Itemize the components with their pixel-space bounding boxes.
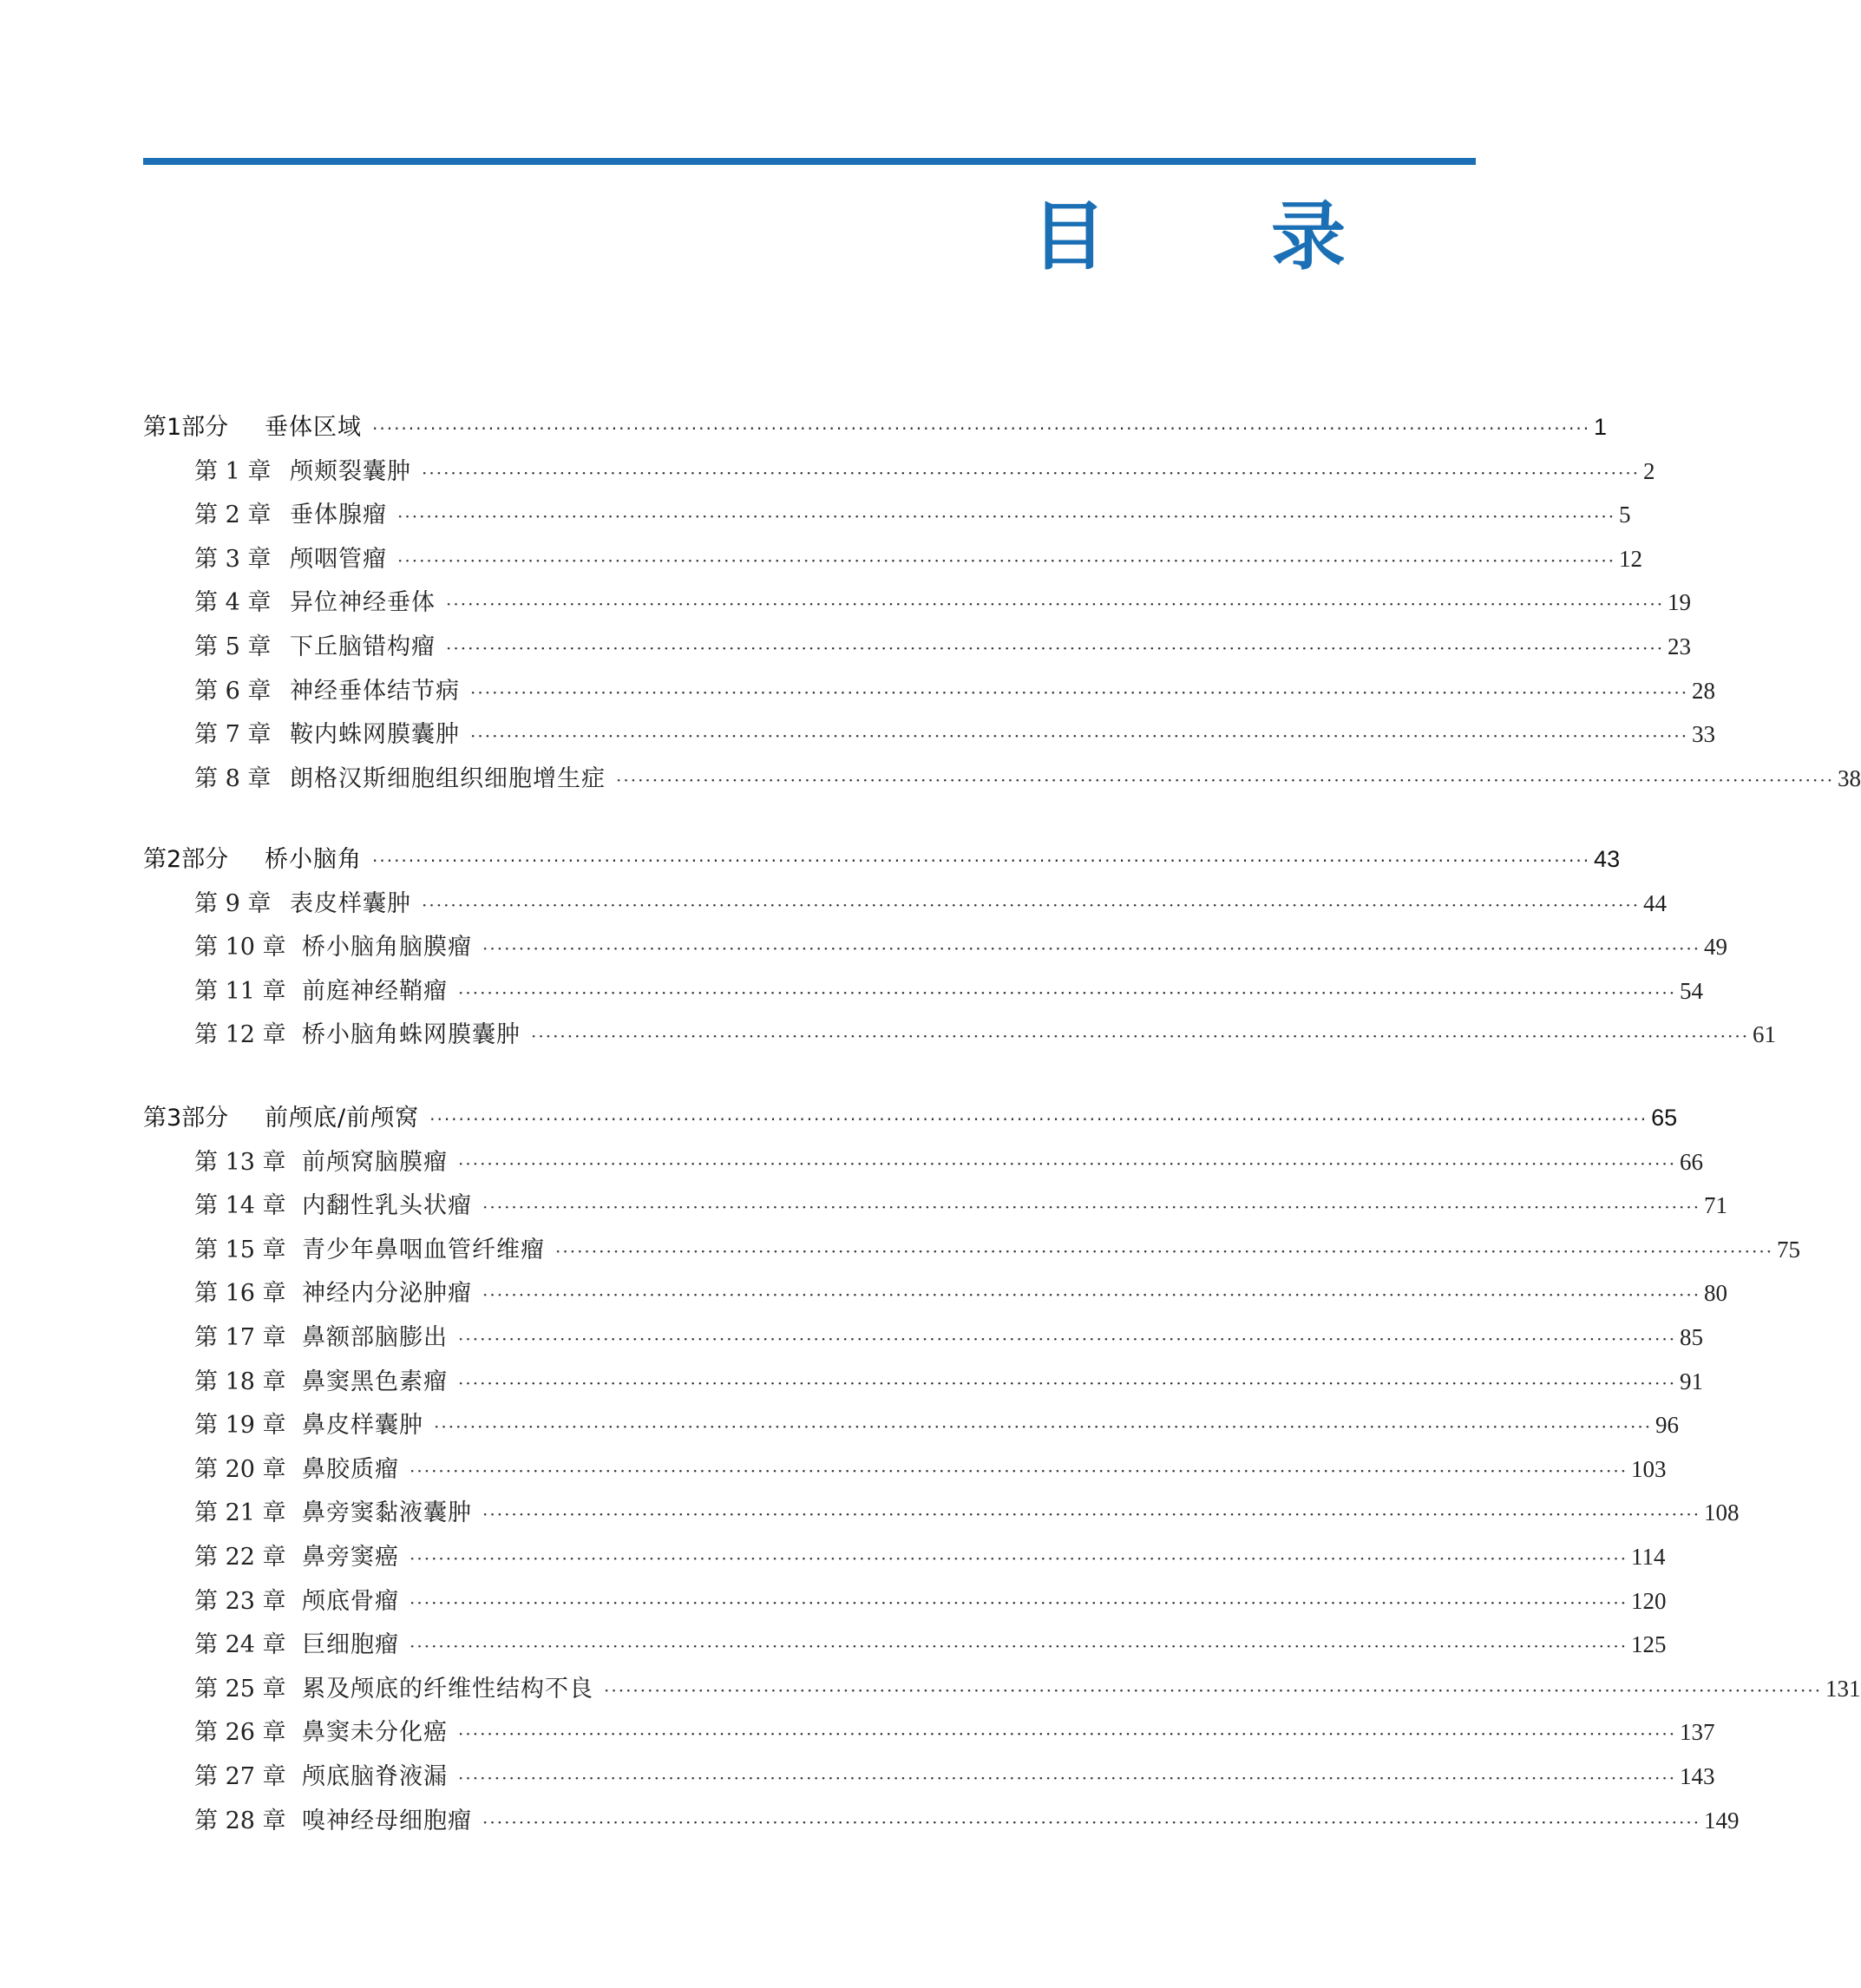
chapter-title: 前颅窝脑膜瘤 <box>302 1148 448 1176</box>
dot-leader: ········································································································································································ <box>422 894 1641 915</box>
chapter-number: 第 7 章 <box>194 721 272 749</box>
toc-part-entry[interactable] <box>143 840 1621 874</box>
page-number: 114 <box>1631 1544 1666 1570</box>
chapter-number: 第 6 章 <box>194 677 272 705</box>
toc-chapter-entry[interactable] <box>194 452 1655 486</box>
chapter-number: 第 15 章 <box>194 1236 286 1263</box>
part-title: 前颅底/前颅窝 <box>265 1105 420 1132</box>
chapter-title: 颅颊裂囊肿 <box>290 457 411 485</box>
page-number: 125 <box>1631 1631 1667 1658</box>
page-number: 1 <box>1594 414 1608 440</box>
page-number: 96 <box>1655 1412 1680 1439</box>
part-number: 第1部分 <box>143 414 229 441</box>
page-number: 75 <box>1777 1236 1801 1263</box>
toc-chapter-entry[interactable] <box>194 1670 1861 1703</box>
chapter-number: 第 16 章 <box>194 1280 286 1308</box>
page-number: 149 <box>1704 1807 1740 1834</box>
toc-chapter-entry[interactable] <box>194 972 1704 1006</box>
chapter-title: 神经内分泌肿瘤 <box>302 1280 472 1308</box>
chapter-title: 桥小脑角脑膜瘤 <box>302 934 472 961</box>
dot-leader: ········································································································································································ <box>410 1591 1628 1613</box>
toc-chapter-entry[interactable] <box>194 1538 1666 1571</box>
chapter-title: 累及颅底的纤维性结构不良 <box>302 1675 593 1703</box>
chapter-number: 第 2 章 <box>194 502 272 529</box>
chapter-number: 第 5 章 <box>194 633 272 660</box>
page-number: 19 <box>1668 589 1692 616</box>
dot-leader: ········································································································································································ <box>372 418 1591 439</box>
chapter-number: 第 9 章 <box>194 889 272 917</box>
dot-leader: ········································································································································································ <box>470 681 1689 703</box>
part-number: 第2部分 <box>143 846 229 873</box>
top-rule <box>143 158 1476 165</box>
toc-chapter-entry[interactable] <box>194 1143 1704 1177</box>
page-number: 23 <box>1668 633 1692 659</box>
chapter-number: 第 28 章 <box>194 1807 286 1834</box>
toc-chapter-entry[interactable] <box>194 540 1643 574</box>
page-number: 137 <box>1680 1719 1715 1746</box>
page-number: 143 <box>1680 1763 1715 1789</box>
chapter-title: 鼻胶质瘤 <box>302 1455 399 1483</box>
chapter-number: 第 18 章 <box>194 1368 286 1395</box>
page-number: 28 <box>1692 677 1716 704</box>
page-number: 91 <box>1680 1368 1704 1394</box>
chapter-title: 表皮样囊肿 <box>290 889 411 917</box>
chapter-number: 第 26 章 <box>194 1719 286 1747</box>
page-number: 43 <box>1594 846 1621 872</box>
dot-leader: ········································································································································································ <box>616 769 1835 791</box>
dot-leader: ········································································································································································ <box>531 1026 1750 1047</box>
page-number: 5 <box>1619 502 1631 528</box>
chapter-title: 鼻窦黑色素瘤 <box>302 1368 448 1395</box>
page-number: 71 <box>1704 1192 1728 1219</box>
chapter-title: 异位神经垂体 <box>290 589 436 617</box>
toc-chapter-entry[interactable] <box>194 1406 1680 1440</box>
dot-leader: ········································································································································································ <box>604 1679 1823 1701</box>
chapter-number: 第 12 章 <box>194 1021 286 1049</box>
dot-leader: ········································································································································································ <box>429 1109 1648 1130</box>
chapter-title: 巨细胞瘤 <box>302 1631 399 1659</box>
chapter-title: 鼻旁窦黏液囊肿 <box>302 1499 472 1527</box>
chapter-title: 朗格汉斯细胞组织细胞增生症 <box>290 764 606 792</box>
page-number: 33 <box>1692 721 1716 748</box>
dot-leader: ········································································································································································ <box>482 938 1701 960</box>
page-number: 44 <box>1643 889 1668 916</box>
dot-leader: ········································································································································································ <box>458 981 1677 1003</box>
toc-chapter-entry[interactable] <box>194 1318 1704 1352</box>
chapter-number: 第 19 章 <box>194 1412 286 1440</box>
toc-chapter-entry[interactable] <box>194 1582 1667 1616</box>
chapter-number: 第 4 章 <box>194 589 272 617</box>
toc-chapter-entry[interactable] <box>194 759 1861 793</box>
toc-chapter-entry[interactable] <box>194 1801 1740 1835</box>
toc-chapter-entry[interactable] <box>194 1186 1728 1220</box>
chapter-title: 鼻窦未分化癌 <box>302 1719 448 1747</box>
page-number: 54 <box>1680 977 1704 1004</box>
chapter-number: 第 3 章 <box>194 545 272 573</box>
dot-leader: ········································································································································································ <box>434 1416 1653 1438</box>
dot-leader: ········································································································································································ <box>410 1548 1628 1569</box>
dot-leader: ········································································································································································ <box>422 462 1641 483</box>
toc-chapter-entry[interactable] <box>194 627 1692 661</box>
toc-chapter-entry[interactable] <box>194 1274 1728 1308</box>
page-number: 65 <box>1651 1105 1678 1131</box>
toc-chapter-entry[interactable] <box>194 1450 1667 1484</box>
chapter-number: 第 27 章 <box>194 1763 286 1790</box>
page-number: 80 <box>1704 1280 1728 1307</box>
dot-leader: ········································································································································································ <box>397 506 1616 528</box>
toc-chapter-entry[interactable] <box>194 1713 1715 1747</box>
dot-leader: ········································································································································································ <box>458 1372 1677 1394</box>
dot-leader: ········································································································································································ <box>470 725 1689 747</box>
chapter-title: 神经垂体结节病 <box>290 677 460 705</box>
toc-chapter-entry[interactable] <box>194 1625 1667 1659</box>
page-number: 2 <box>1643 457 1655 484</box>
chapter-number: 第 8 章 <box>194 764 272 792</box>
dot-leader: ········································································································································································ <box>482 1811 1701 1833</box>
chapter-title: 下丘脑错构瘤 <box>290 633 436 660</box>
chapter-number: 第 23 章 <box>194 1587 286 1615</box>
page-number: 12 <box>1619 545 1643 572</box>
chapter-number: 第 11 章 <box>194 977 286 1005</box>
dot-leader: ········································································································································································ <box>372 850 1591 871</box>
dot-leader: ········································································································································································ <box>482 1284 1701 1306</box>
part-title: 桥小脑角 <box>265 846 362 873</box>
toc-chapter-entry[interactable] <box>194 1015 1777 1049</box>
page-number: 108 <box>1704 1499 1740 1526</box>
part-number: 第3部分 <box>143 1105 229 1132</box>
chapter-title: 颅底脑脊液漏 <box>302 1763 448 1790</box>
part-title: 垂体区域 <box>265 414 362 441</box>
page-number: 61 <box>1753 1021 1777 1048</box>
page-number: 38 <box>1838 764 1861 791</box>
toc-chapter-entry[interactable] <box>194 928 1728 961</box>
page-number: 103 <box>1631 1455 1667 1482</box>
dot-leader: ········································································································································································ <box>482 1197 1701 1218</box>
chapter-number: 第 25 章 <box>194 1675 286 1703</box>
page-number: 49 <box>1704 934 1728 961</box>
chapter-number: 第 13 章 <box>194 1148 286 1176</box>
toc-chapter-entry[interactable] <box>194 1362 1704 1396</box>
chapter-title: 桥小脑角蛛网膜囊肿 <box>302 1021 521 1049</box>
toc-chapter-entry[interactable] <box>194 1757 1715 1791</box>
chapter-title: 垂体腺瘤 <box>290 502 387 529</box>
chapter-number: 第 24 章 <box>194 1631 286 1659</box>
chapter-number: 第 21 章 <box>194 1499 286 1527</box>
chapter-title: 颅咽管瘤 <box>290 545 387 573</box>
chapter-title: 颅底骨瘤 <box>302 1587 399 1615</box>
dot-leader: ········································································································································································ <box>458 1329 1677 1349</box>
toc-chapter-entry[interactable] <box>194 1493 1740 1527</box>
toc-chapter-entry[interactable] <box>194 495 1631 529</box>
chapter-title: 青少年鼻咽血管纤维瘤 <box>302 1236 545 1263</box>
page-number: 85 <box>1680 1324 1704 1350</box>
dot-leader: ········································································································································································ <box>555 1240 1774 1262</box>
chapter-number: 第 14 章 <box>194 1192 286 1220</box>
chapter-title: 嗅神经母细胞瘤 <box>302 1807 472 1834</box>
dot-leader: ········································································································································································ <box>458 1768 1677 1788</box>
chapter-title: 鼻旁窦癌 <box>302 1544 399 1571</box>
chapter-title: 前庭神经鞘瘤 <box>302 977 448 1005</box>
toc-chapter-entry[interactable] <box>194 884 1668 918</box>
chapter-title: 鼻皮样囊肿 <box>302 1412 423 1440</box>
dot-leader: ········································································································································································ <box>458 1723 1677 1745</box>
toc-chapter-entry[interactable] <box>194 715 1716 749</box>
dot-leader: ········································································································································································ <box>482 1504 1701 1525</box>
page-number: 131 <box>1825 1675 1861 1702</box>
toc-chapter-entry[interactable] <box>194 1230 1801 1264</box>
chapter-number: 第 10 章 <box>194 934 286 961</box>
dot-leader: ········································································································································································ <box>397 549 1616 571</box>
page-number: 120 <box>1631 1587 1667 1614</box>
chapter-number: 第 22 章 <box>194 1544 286 1571</box>
chapter-number: 第 20 章 <box>194 1455 286 1483</box>
dot-leader: ········································································································································································ <box>446 594 1665 615</box>
dot-leader: ········································································································································································ <box>458 1152 1677 1174</box>
toc-part-entry[interactable] <box>143 1099 1678 1132</box>
page-number: 66 <box>1680 1148 1704 1175</box>
chapter-number: 第 1 章 <box>194 457 272 485</box>
toc-part-entry[interactable] <box>143 408 1608 442</box>
toc-chapter-entry[interactable] <box>194 672 1716 705</box>
toc-chapter-entry[interactable] <box>194 583 1692 617</box>
chapter-title: 内翻性乳头状瘤 <box>302 1192 472 1220</box>
dot-leader: ········································································································································································ <box>446 638 1665 659</box>
dot-leader: ········································································································································································ <box>410 1636 1628 1657</box>
dot-leader: ········································································································································································ <box>410 1460 1628 1481</box>
page-title: 目 录 <box>1032 194 1415 280</box>
chapter-title: 鞍内蛛网膜囊肿 <box>290 721 460 749</box>
chapter-title: 鼻额部脑膨出 <box>302 1324 448 1351</box>
chapter-number: 第 17 章 <box>194 1324 286 1351</box>
